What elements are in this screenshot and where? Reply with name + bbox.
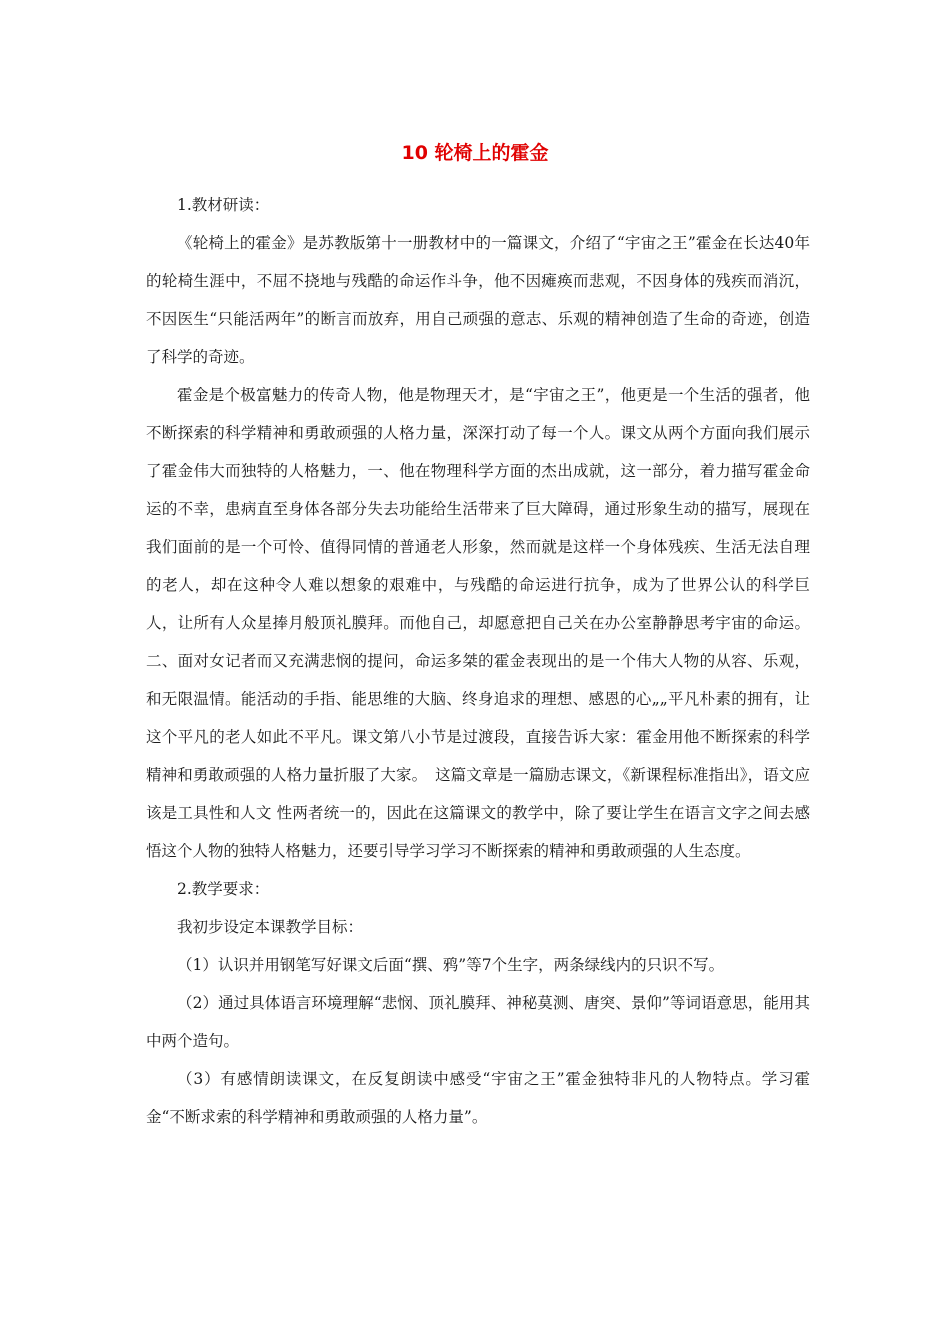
paragraph-goals-intro: 我初步设定本课教学目标： — [177, 918, 364, 936]
document-body — [146, 186, 810, 1136]
paragraph-lesson-introduction: 《轮椅上的霍金》是苏教版第十一册教材中的一篇课文，介绍了“宇宙之王”霍金在长达40年的轮椅生涯中，不屈不挠地与残酷的命运作斗争，他不因瘫痪而悲观，不因身体的残疾而消沉，不因医生“只能活两年”的断言而放弃，用自己顽强的意志、乐观的精神创造了生命的奇迹，创造了科学的奇迹。 — [146, 234, 810, 366]
list-item-goal-1: （1）认识并用钢笔写好课文后面“撰、鸦”等7个生字，两条绿线内的只识不写。 — [177, 956, 725, 974]
document-title: 10 轮椅上的霍金 — [401, 142, 549, 164]
section-heading-teaching-requirements: 2.教学要求： — [177, 880, 270, 898]
section-heading-textbook-study: 1.教材研读： — [177, 196, 270, 214]
paragraph-lesson-analysis: 霍金是个极富魅力的传奇人物，他是物理天才，是“宇宙之王”，他更是一个生活的强者，他不断探索的科学精神和勇敢顽强的人格力量，深深打动了每一个人。课文从两个方面向我们展示了霍金伟大而独特的人格魅力，一、他在物理科学方面的杰出成就，这一部分，着力描写霍金命运的不幸，患病直至身体各部分失去功能给生活带来了巨大障碍，通过形象生动的描写，展现在我们面前的是一个可怜、值得同情的普通老人形象，然而就是这样一个身体残疾、生活无法自理的老人，却在这种令人难以想象的艰难中，与残酷的命运进行抗争，成为了世界公认的科学巨人，让所有人众星捧月般顶礼膜拜。而他自己，却愿意把自己关在办公室静静思考宇宙的命运。二、面对女记者而又充满悲悯的提问，命运多桀的霍金表现出的是一个伟大人物的从容、乐观，和无限温情。能活动的手指、能思维的大脑、终身追求的理想、感恩的心„„平凡朴素的拥有，让这个平凡的老人如此不平凡。课文第八小节是过渡段，直接告诉大家：霍金用他不断探索的科学精神和勇敢顽强的人格力量折服了大家。 这篇文章是一篇励志课文，《新课程标准指出》，语文应该是工具性和人文 性两者统一的，因此在这篇课文的教学中，除了要让学生在语言文字之间去感悟这个人物的独特人格魅力，还要引导学习学习不断探索的精神和勇敢顽强的人生态度。 — [146, 386, 810, 860]
list-item-goal-3: （3）有感情朗读课文，在反复朗读中感受“宇宙之王”霍金独特非凡的人物特点。学习霍金“不断求索的科学精神和勇敢顽强的人格力量”。 — [146, 1070, 810, 1126]
list-item-goal-2: （2）通过具体语言环境理解“悲悯、顶礼膜拜、神秘莫测、唐突、景仰”等词语意思，能用其中两个造句。 — [146, 994, 810, 1050]
